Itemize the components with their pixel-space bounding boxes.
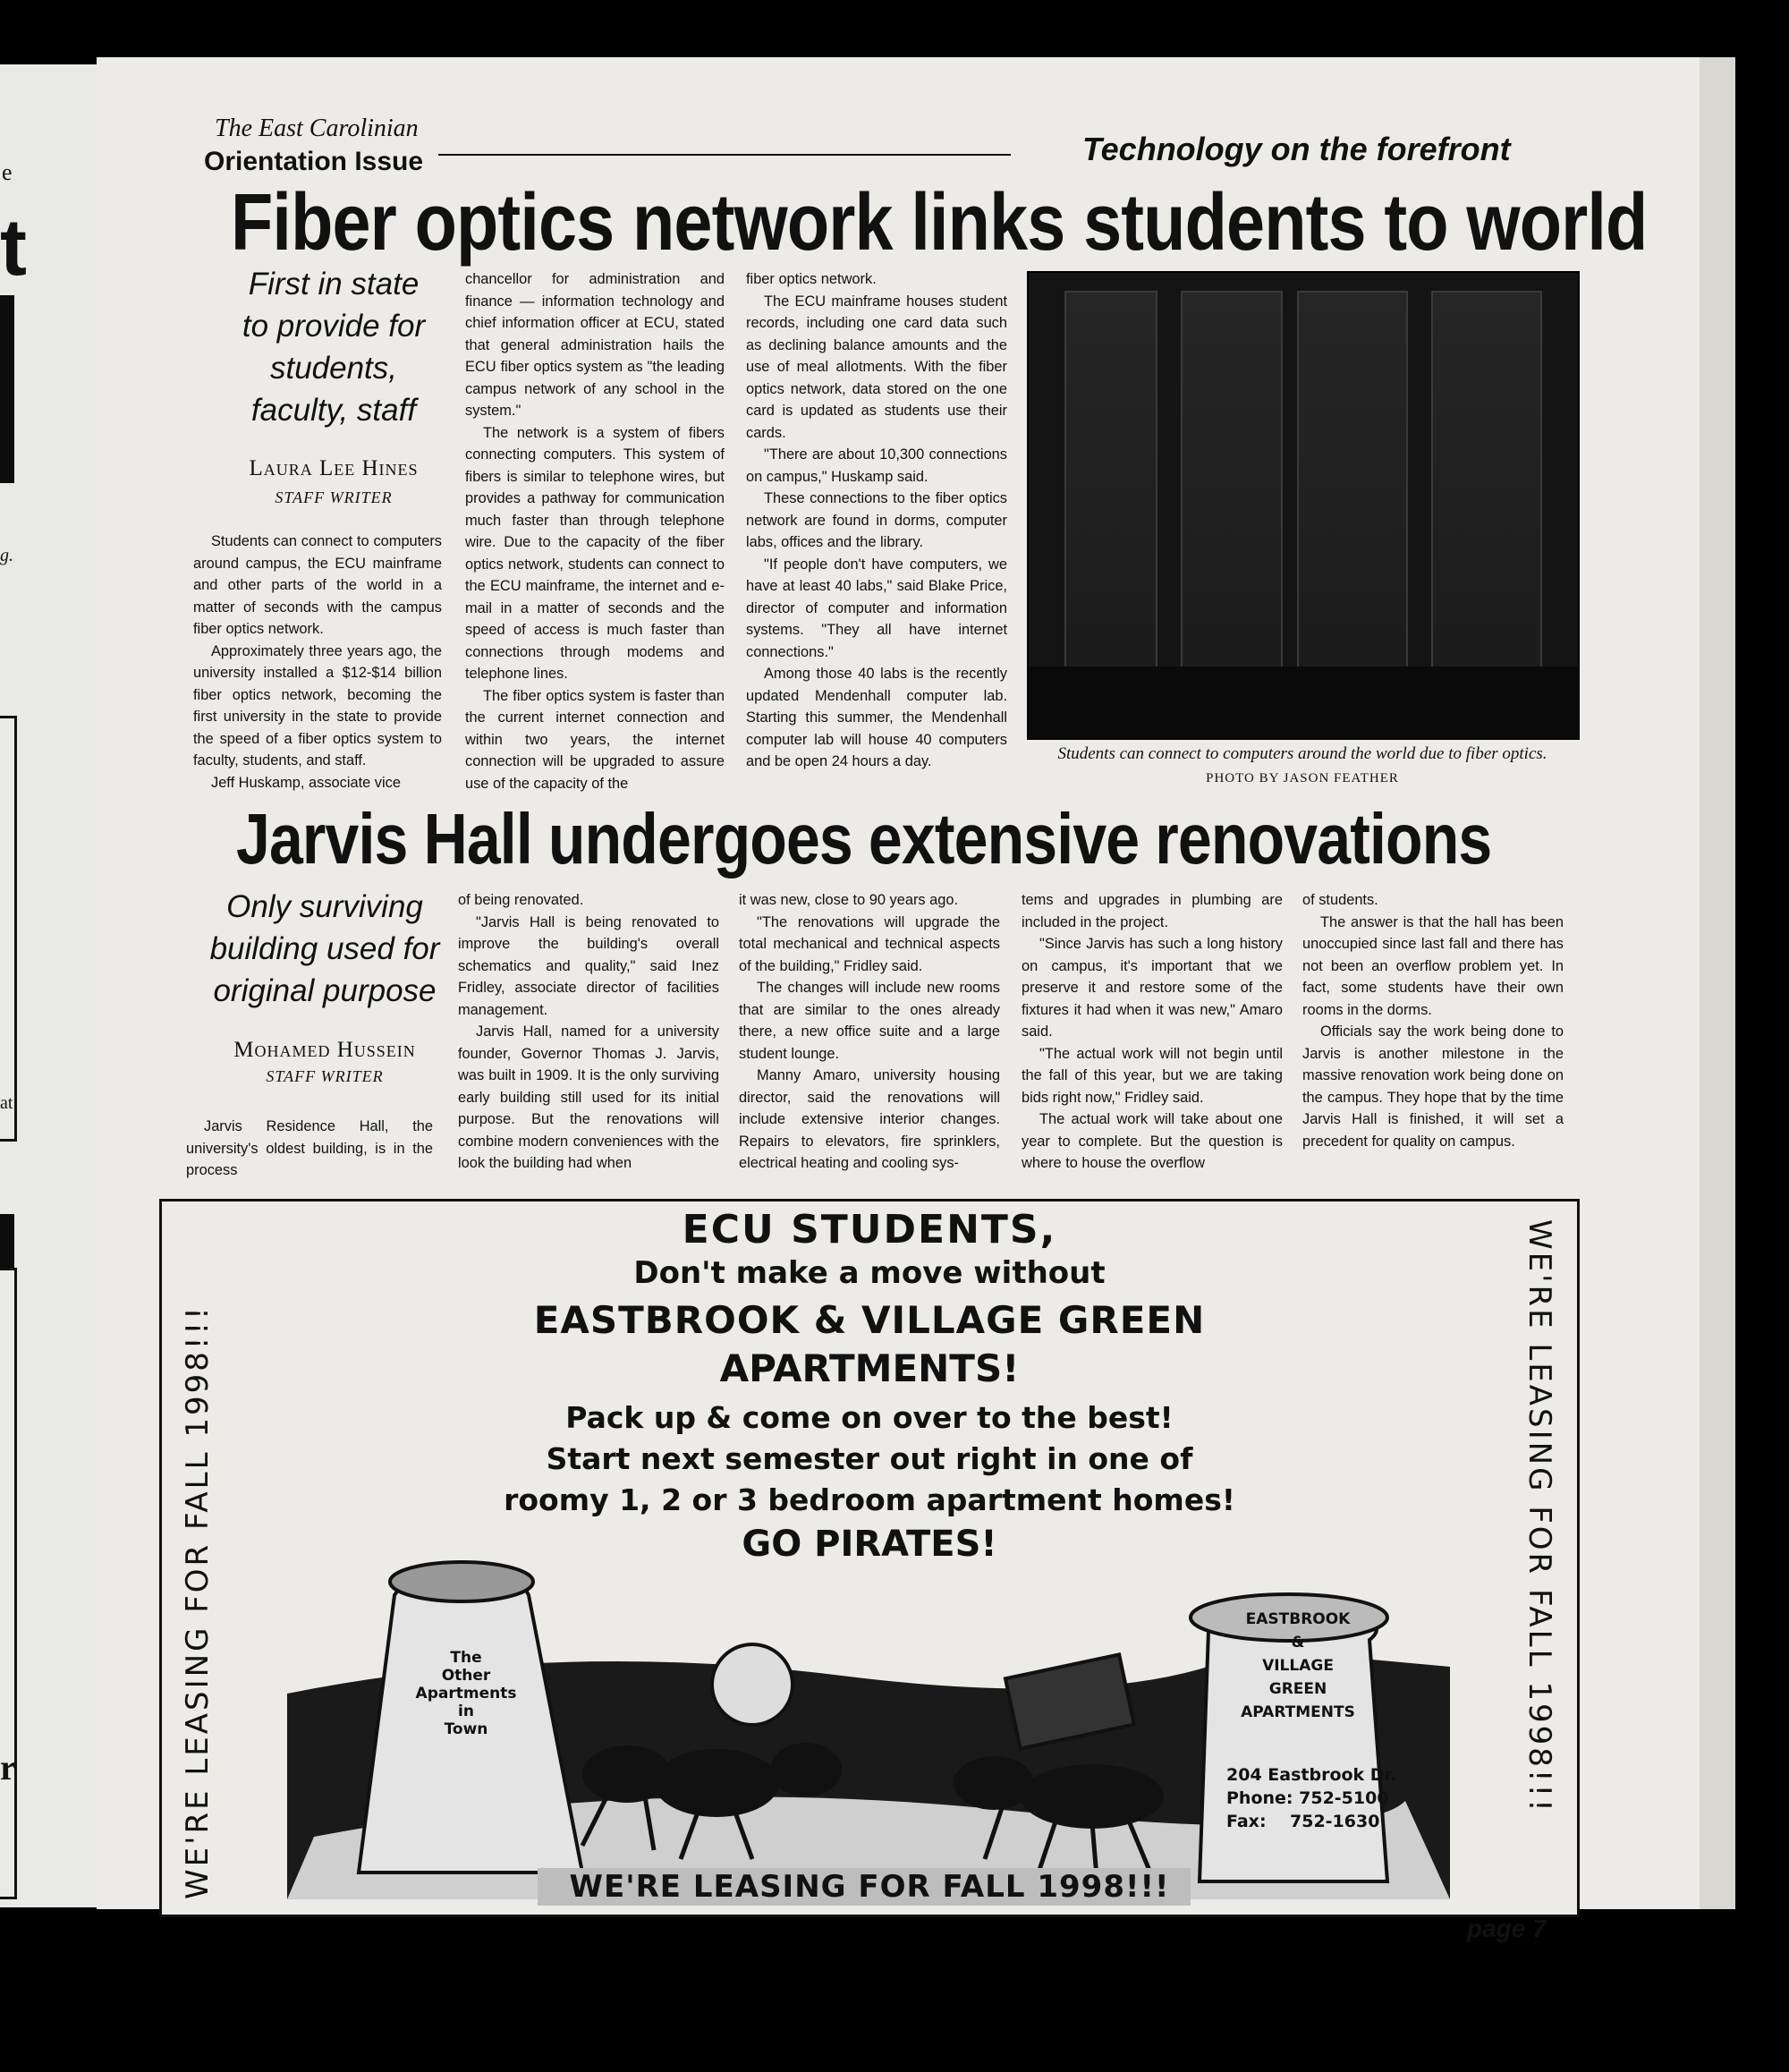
server-rack	[1064, 291, 1157, 724]
paragraph: "The actual work will not begin until the fall of this year, but we are taking bids right now," Fridley said.	[1022, 1045, 1283, 1106]
deck-line: Only surviving	[226, 889, 423, 924]
prev-bar	[0, 1214, 14, 1268]
article-column	[739, 889, 1000, 1175]
paragraph: it was new, close to 90 years ago.	[739, 892, 959, 908]
ad-bottom-text: WE'RE LEASING FOR FALL 1998!!!	[569, 1869, 1170, 1905]
trash-bin-lid	[390, 1562, 533, 1601]
paragraph: The fiber optics system is faster than the current internet connection and within two years, the internet connection will be upgraded to assure use of the capacity of the	[465, 687, 725, 792]
bin-text: &	[1291, 1634, 1305, 1652]
bin-text: Town	[444, 1720, 488, 1738]
ad-line: roomy 1, 2 or 3 bedroom apartment homes!	[504, 1482, 1235, 1517]
ad-line: Start next semester out right in one of	[546, 1441, 1193, 1476]
paragraph: These connections to the fiber optics network are found in dorms, computer labs, offices and the library.	[746, 490, 1007, 550]
paragraph: Manny Amaro, university housing director, said the renovations will include extensive interior changes. Repairs to elevators, fire sprinklers, electrical heating and cooling sys-	[739, 1067, 1000, 1171]
left-bin-label	[403, 1649, 529, 1738]
paragraph: The actual work will take about one year to complete. But the question is where to house the overflow	[1022, 1111, 1283, 1171]
paragraph: tems and upgrades in plumbing are included in the project.	[1022, 892, 1283, 930]
deck-line: students,	[269, 351, 398, 386]
paragraph: The answer is that the hall has been unoccupied since last fall and there has not been an overflow problem yet. In fact, some students have their own rooms in the dorms.	[1302, 913, 1564, 1018]
paper-name: The East Carolinian	[215, 115, 419, 142]
ant-body	[654, 1749, 779, 1817]
page-edge-shadow	[1700, 57, 1735, 1909]
ad-line: EASTBROOK & VILLAGE GREEN	[533, 1298, 1206, 1342]
paragraph: Jarvis Hall, named for a university founder, Governor Thomas J. Jarvis, was built in 1909. It is the only surviving early building still used for its initial purpose. But the renovations will combine modern conveniences with the look the building had when	[458, 1023, 719, 1171]
photo-caption: Students can connect to computers around the world due to fiber optics.	[1057, 744, 1547, 763]
byline: Mohamed Hussein	[233, 1038, 416, 1062]
apartment-advertisement	[159, 1199, 1580, 1917]
prev-fragment: at	[0, 1093, 13, 1113]
byline: Laura Lee Hines	[249, 456, 419, 480]
previous-page-edge	[0, 64, 97, 1907]
ad-fax: Fax: 752-1630	[1226, 1812, 1380, 1831]
prev-big-letter: t	[0, 203, 27, 293]
article-column	[186, 1116, 433, 1182]
ad-address: 204 Eastbrook Dr.	[1226, 1765, 1397, 1785]
ant-body	[582, 1745, 672, 1803]
section-title: Technology on the forefront	[1082, 131, 1511, 167]
prev-ad-box	[0, 1268, 17, 1899]
bin-text: VILLAGE	[1262, 1657, 1334, 1675]
article-column	[1022, 889, 1283, 1175]
deck-line: First in state	[248, 267, 420, 301]
paragraph: Jarvis Residence Hall, the university's oldest building, is in the process	[186, 1118, 433, 1178]
article-column	[458, 889, 719, 1175]
article-column	[465, 268, 725, 794]
bin-text: Apartments	[415, 1685, 517, 1703]
server-rack	[1431, 291, 1542, 724]
paragraph: "There are about 10,300 connections on campus," Huskamp said.	[746, 446, 1007, 485]
prev-fragment: r	[0, 1747, 16, 1788]
byline-role: STAFF WRITER	[275, 488, 393, 506]
paragraph: of being renovated.	[458, 892, 584, 908]
headline-fiber-optics: Fiber optics network links students to world	[231, 178, 1648, 267]
ant-head	[770, 1743, 842, 1796]
deck-line: to provide for	[242, 309, 426, 344]
ant-body	[1021, 1764, 1164, 1829]
ad-line: Don't make a move without	[633, 1255, 1106, 1291]
bin-text: EASTBROOK	[1245, 1610, 1351, 1628]
article-column	[1302, 889, 1564, 1152]
bin-text: GREEN	[1268, 1680, 1327, 1698]
byline-role: STAFF WRITER	[266, 1067, 384, 1085]
ant-head	[954, 1756, 1034, 1810]
ad-phone: Phone: 752-5100	[1226, 1788, 1389, 1808]
deck-jarvis-hall	[186, 886, 463, 1012]
paragraph: The ECU mainframe houses student records, including one card data such as declining balance amounts and the use of meal allotments. With the fiber optics network, data stored on the one card is updated as students use their cards.	[746, 293, 1007, 441]
paragraph: "Jarvis Hall is being renovated to improve the building's overall schematics and quality," said Inez Fridley, associate director of facilities management.	[458, 913, 719, 1018]
paragraph: Jeff Huskamp, associate vice	[211, 774, 401, 791]
deck-line: faculty, staff	[250, 393, 417, 428]
bin-text: in	[458, 1703, 474, 1720]
prev-fragment: g.	[0, 546, 13, 565]
server-rack	[1181, 291, 1283, 724]
page-number: page 7	[1467, 1915, 1547, 1942]
article-column	[746, 268, 1007, 773]
prev-box	[0, 716, 17, 1142]
headline-jarvis-hall: Jarvis Hall undergoes extensive renovations	[236, 799, 1492, 879]
bin-text: APARTMENTS	[1241, 1703, 1355, 1721]
ad-side-text-right: WE'RE LEASING FOR FALL 1998!!!	[1522, 1219, 1557, 1814]
paragraph: Approximately three years ago, the university installed a $12-$14 billion fiber optics network, becoming the first university in the state to provide the speed of a fiber optics system to faculty, students, and staff.	[193, 642, 442, 769]
paragraph: Students can connect to computers around campus, the ECU mainframe and other parts of the world in a matter of seconds with the campus fiber optics network.	[193, 533, 442, 637]
photo-credit: PHOTO BY JASON FEATHER	[1206, 771, 1399, 785]
floor-shadow	[1029, 667, 1578, 738]
prev-fragment: e	[2, 159, 13, 185]
paragraph: fiber optics network.	[746, 271, 877, 287]
paragraph: "The renovations will upgrade the total mechanical and technical aspects of the building," Fridley said.	[739, 913, 1000, 974]
prev-photo	[0, 295, 14, 483]
header-rule	[438, 154, 1011, 156]
paragraph: The changes will include new rooms that are similar to the ones already there, a new office suite and a large student lounge.	[739, 980, 1000, 1062]
paragraph: chancellor for administration and finance — information technology and chief information officer at ECU, stated that general administration hails the ECU fiber optics system as "the leading campus network of any school in the system."	[465, 271, 725, 419]
article-column	[193, 531, 442, 794]
paragraph: Among those 40 labs is the recently updated Mendenhall computer lab. Starting this summer, the Mendenhall computer lab will house 40 computers and be open 24 hours a day.	[746, 666, 1007, 769]
lamp-carried	[712, 1644, 793, 1725]
paragraph: The network is a system of fibers connecting computers. This system of fibers is similar to telephone wires, but provides a pathway for communication much faster than through telephone wire. Due to the capacity of the fiber optics network, students can connect to the ECU mainframe, the internet and e-mail in a matter of seconds and the speed of access is much faster than connections through modems and telephone lines.	[465, 424, 725, 682]
deck-line: original purpose	[213, 973, 437, 1008]
ad-line: APARTMENTS!	[719, 1346, 1020, 1390]
paragraph: of students.	[1302, 892, 1378, 908]
deck-fiber-optics	[204, 263, 463, 431]
paragraph: Officials say the work being done to Jarvis is another milestone in the massive renovation work being done on the campus. They hope that by the time Jarvis Hall is finished, it will set a precedent for quality on campus.	[1302, 1023, 1564, 1150]
ad-line: GO PIRATES!	[742, 1524, 997, 1565]
ad-headline: ECU STUDENTS,	[682, 1207, 1057, 1253]
right-bin-label	[1217, 1608, 1378, 1724]
ad-side-text-left: WE'RE LEASING FOR FALL 1998!!!	[180, 1304, 216, 1899]
ad-line: Pack up & come on over to the best!	[565, 1400, 1174, 1435]
paragraph: "Since Jarvis has such a long history on campus, it's important that we preserve it and restore some of the fixtures it had when it was new," Amaro said.	[1022, 936, 1283, 1040]
deck-line: building used for	[209, 931, 440, 966]
server-room-photo	[1027, 271, 1580, 740]
server-rack	[1297, 291, 1408, 724]
bin-text: Other	[441, 1667, 491, 1685]
issue-label: Orientation Issue	[204, 147, 424, 176]
bin-text: The	[450, 1649, 482, 1667]
paragraph: "If people don't have computers, we have at least 40 labs," said Blake Price, director of computer and information systems. "They all have internet connections."	[746, 556, 1007, 660]
